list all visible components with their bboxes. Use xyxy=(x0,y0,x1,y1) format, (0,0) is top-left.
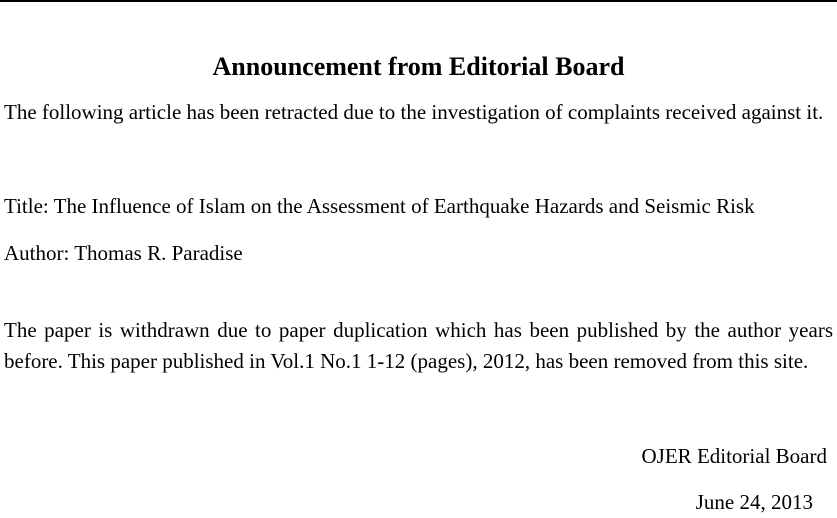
signature-board: OJER Editorial Board xyxy=(641,444,827,468)
article-title: Title: The Influence of Islam on the Assessment of Earthquake Hazards and Seismic Risk xyxy=(4,194,755,218)
top-border-rule xyxy=(0,0,837,2)
retraction-intro: The following article has been retracted due to the investigation of complaints received against it. xyxy=(4,100,824,124)
signature-date: June 24, 2013 xyxy=(695,490,813,514)
article-author: Author: Thomas R. Paradise xyxy=(4,241,243,265)
retraction-reason: The paper is withdrawn due to paper duplication which has been published by the author years before. This paper published in Vol.1 No.1 1-12 (pages), 2012, has been removed from this site. xyxy=(4,318,833,373)
announcement-heading: Announcement from Editorial Board xyxy=(212,52,625,81)
